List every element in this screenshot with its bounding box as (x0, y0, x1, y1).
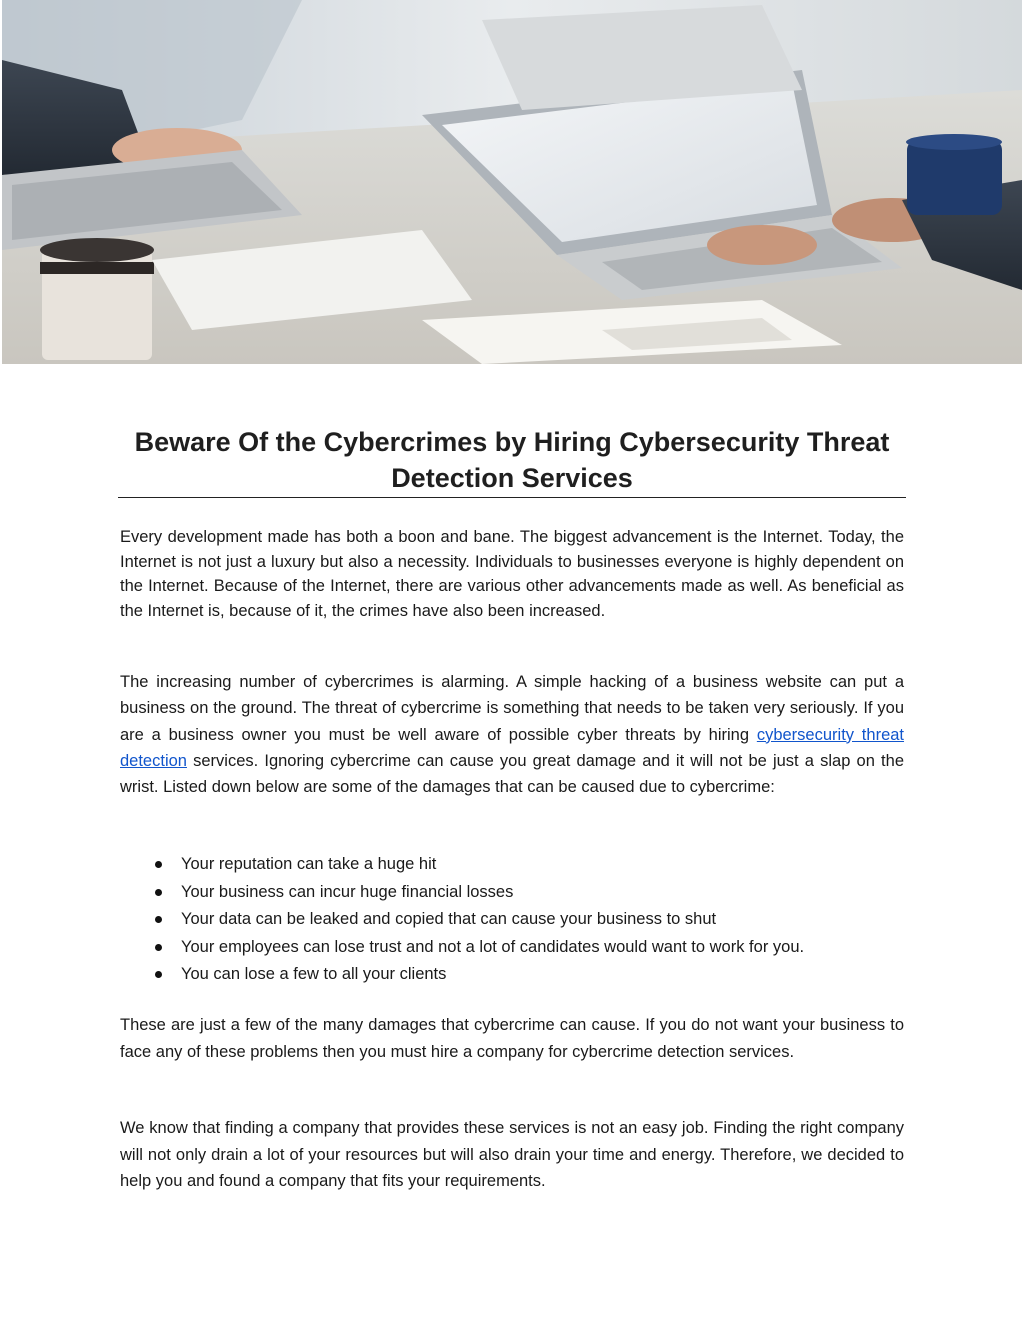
list-item (120, 879, 904, 907)
list-item (120, 934, 904, 962)
bullet-icon (155, 889, 162, 896)
cybersecurity-threat-detection-link[interactable]: cybersecurity threat detection (120, 725, 905, 770)
bullet-icon (155, 916, 162, 923)
list-item (120, 851, 904, 879)
bullet-icon (155, 861, 162, 868)
hero-image (2, 0, 1022, 364)
list-item-text: Your reputation can take a huge hit (181, 855, 437, 873)
paragraph-intro: Every development made has both a boon and bane. The biggest advancement is the Internet. Today, the Internet is not just a luxury but also a necessity. Individuals to businesses everyone is highly dependent on the Internet. Because of the Internet, there are various other advancements made as well. As beneficial as the Internet is, because of it, the crimes have also been increased. (120, 528, 904, 620)
bullet-icon (155, 971, 162, 978)
list-item-text: Your employees can lose trust and not a lot of candidates would want to work for you. (181, 937, 805, 956)
paragraph-text-before-link: The increasing number of cybercrimes is alarming. A simple hacking of a business website can put a business on the ground. The threat of cybercrime is something that needs to be taken very seriously. If you are a business owner you must be well aware of possible cyber threats by hiring (120, 673, 904, 744)
bullet-icon (155, 944, 162, 951)
paragraph-cybercrime-threat (120, 669, 904, 800)
damages-list (120, 851, 904, 989)
list-item (120, 961, 904, 989)
paragraph-text-after-link: services. Ignoring cybercrime can cause you great damage and it will not be just a slap on the wrist. Listed down below are some of the damages that can be caused due to cybercrime: (120, 751, 904, 797)
list-item-text: Your business can incur huge financial losses (181, 882, 514, 901)
title-underline (118, 497, 906, 498)
paragraph-damages-summary: These are just a few of the many damages that cybercrime can cause. If you do not want your business to face any of these problems then you must hire a company for cybercrime detection services. (120, 1016, 904, 1061)
list-item-text: You can lose a few to all your clients (181, 965, 447, 983)
list-item (120, 906, 904, 934)
office-laptop-photo-icon (2, 0, 1022, 364)
list-item-text: Your data can be leaked and copied that can cause your business to shut (181, 910, 717, 928)
page-title: Beware Of the Cybercrimes by Hiring Cybersecurity Threat Detection Services (134, 427, 890, 493)
paragraph-finding-company: We know that finding a company that provides these services is not an easy job. Finding the right company will not only drain a lot of your resources but will also drain your time and energy. Therefore, we decided to help you and found a company that fits your requirements. (120, 1119, 904, 1190)
